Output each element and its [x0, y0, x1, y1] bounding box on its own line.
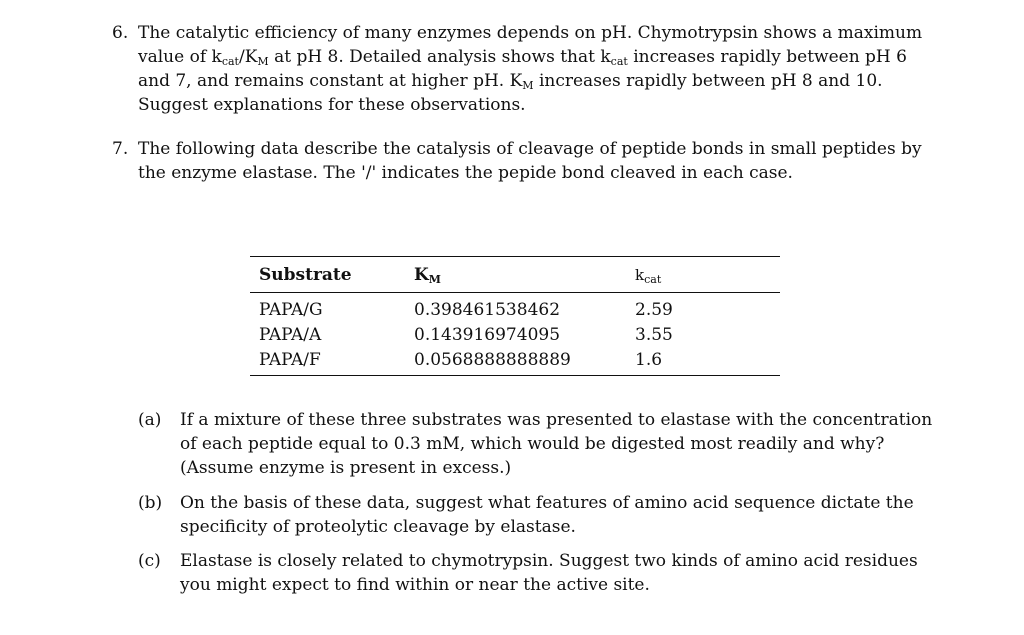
header-km: $K_M$ — [414, 265, 441, 286]
part-text — [180, 408, 958, 480]
text-line: The following data describe the catalysis of cleavage of peptide bonds in small peptides by — [138, 139, 922, 159]
part-a — [138, 408, 958, 480]
table-row — [250, 298, 780, 323]
cell-km: 0.0568888888889 — [414, 350, 571, 370]
text-line: the enzyme elastase. The '/' indicates the pepide bond cleaved in each case. — [138, 163, 793, 183]
cell-kcat: 3.55 — [635, 325, 673, 345]
text-line: (Assume enzyme is present in excess.) — [180, 458, 512, 478]
part-b — [138, 491, 958, 539]
text-line: value of $k_{cat}/K_M$ at pH 8. Detailed analysis shows that $k_{cat}$ increases rapidly between pH 6 — [138, 47, 907, 68]
table-body — [250, 293, 780, 375]
table-row — [250, 323, 780, 348]
part-text — [180, 549, 958, 597]
part-label: (c) — [138, 551, 161, 571]
cell-kcat: 1.6 — [635, 350, 663, 370]
table-header — [250, 257, 780, 293]
problem-7 — [112, 137, 952, 185]
part-label: (b) — [138, 493, 163, 513]
cell-substrate: PAPA/A — [259, 325, 322, 345]
cell-substrate: PAPA/G — [259, 300, 323, 320]
part-c — [138, 549, 958, 597]
cell-kcat: 2.59 — [635, 300, 673, 320]
header-substrate: Substrate — [259, 265, 352, 285]
kinetics-table — [250, 256, 780, 376]
text-line: and 7, and remains constant at higher pH. $K_M$ increases rapidly between pH 8 and 10. — [138, 71, 883, 92]
cell-substrate: PAPA/F — [259, 350, 321, 370]
part-label: (a) — [138, 410, 162, 430]
problem-text — [138, 21, 952, 117]
text-line: specificity of proteolytic cleavage by elastase. — [180, 517, 576, 537]
text-line: The catalytic efficiency of many enzymes depends on pH. Chymotrypsin shows a maximum — [138, 23, 923, 43]
header-kcat: $k_{cat}$ — [635, 266, 662, 286]
problem-6 — [112, 21, 952, 117]
table-row — [250, 348, 780, 373]
text-line: If a mixture of these three substrates was presented to elastase with the concentration — [180, 410, 933, 430]
part-text — [180, 491, 958, 539]
text-line: of each peptide equal to 0.3 mM, which would be digested most readily and why? — [180, 434, 885, 454]
text-line: On the basis of these data, suggest what features of amino acid sequence dictate the — [180, 493, 914, 513]
problem-number: 6. — [112, 23, 129, 43]
cell-km: 0.398461538462 — [414, 300, 561, 320]
text-line: you might expect to find within or near the active site. — [180, 575, 650, 595]
text-line: Suggest explanations for these observations. — [138, 95, 526, 115]
problem-number: 7. — [112, 139, 129, 159]
text-line: Elastase is closely related to chymotrypsin. Suggest two kinds of amino acid residues — [180, 551, 918, 571]
problem-text — [138, 137, 952, 185]
cell-km: 0.143916974095 — [414, 325, 561, 345]
